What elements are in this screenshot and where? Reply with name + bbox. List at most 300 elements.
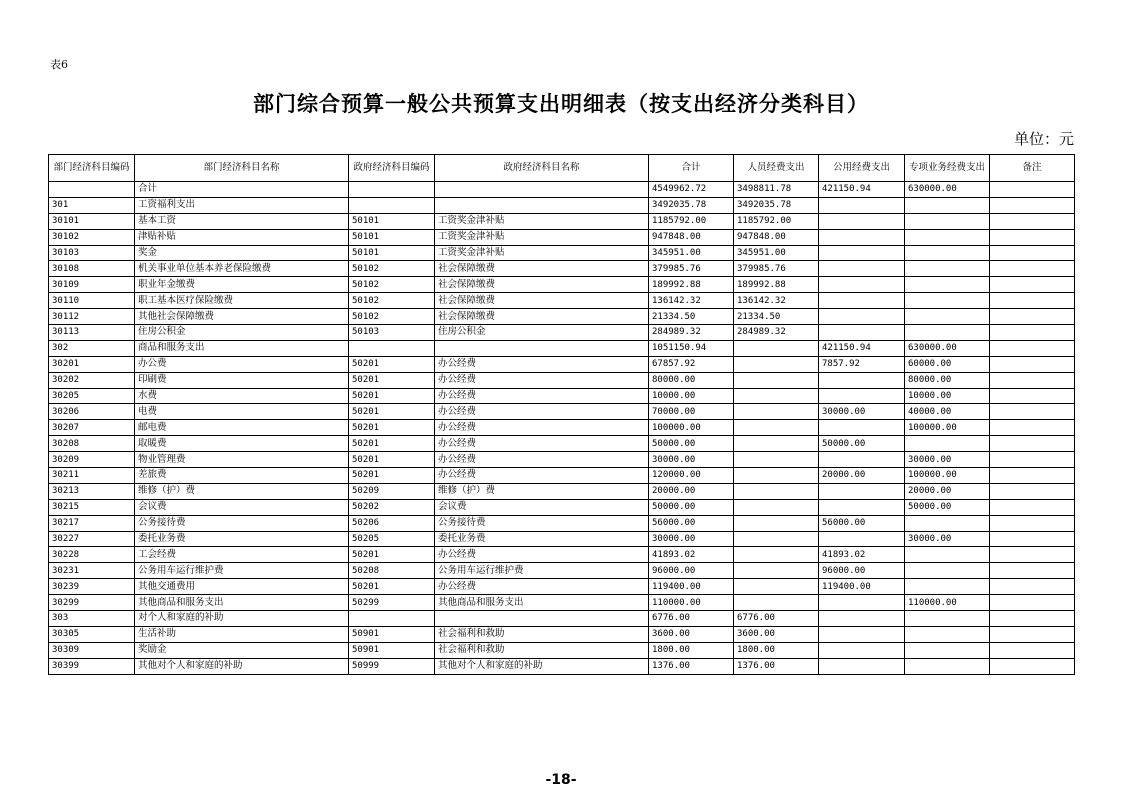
gov-code-cell: 50201 [349,547,435,563]
special-cell [905,277,990,293]
public-cell [819,325,905,341]
dept-name-cell: 工资福利支出 [135,197,349,213]
gov-name-cell: 委托业务费 [435,531,649,547]
table-row [49,340,1075,356]
public-cell: 96000.00 [819,563,905,579]
total-cell: 80000.00 [649,372,734,388]
table-row [49,563,1075,579]
dept-code-cell: 30207 [49,420,135,436]
public-cell: 50000.00 [819,436,905,452]
total-cell: 41893.02 [649,547,734,563]
note-cell [990,436,1075,452]
special-cell [905,642,990,658]
note-cell [990,420,1075,436]
personnel-cell [734,372,819,388]
special-cell: 630000.00 [905,182,990,198]
dept-code-cell: 30305 [49,626,135,642]
gov-code-cell: 50201 [349,579,435,595]
public-cell [819,642,905,658]
gov-code-cell: 50206 [349,515,435,531]
note-cell [990,325,1075,341]
note-cell [990,499,1075,515]
dept-name-cell: 物业管理费 [135,452,349,468]
public-cell [819,420,905,436]
table-row [49,547,1075,563]
table-row [49,420,1075,436]
gov-name-cell: 工资奖金津补贴 [435,245,649,261]
note-cell [990,579,1075,595]
gov-name-cell: 社会保障缴费 [435,309,649,325]
special-cell: 30000.00 [905,531,990,547]
header-special: 专项业务经费支出 [905,155,990,182]
header-public: 公用经费支出 [819,155,905,182]
dept-name-cell: 其他社会保障缴费 [135,309,349,325]
table-row [49,579,1075,595]
special-cell [905,579,990,595]
public-cell [819,626,905,642]
gov-name-cell: 办公经费 [435,452,649,468]
dept-name-cell: 住房公积金 [135,325,349,341]
table-row [49,245,1075,261]
table-row [49,531,1075,547]
public-cell [819,261,905,277]
header-row [49,155,1075,182]
table-number: 表6 [50,58,68,71]
personnel-cell: 345951.00 [734,245,819,261]
public-cell [819,293,905,309]
total-cell: 379985.76 [649,261,734,277]
total-cell: 100000.00 [649,420,734,436]
gov-code-cell: 50201 [349,468,435,484]
personnel-cell [734,515,819,531]
public-cell [819,499,905,515]
dept-name-cell: 公务接待费 [135,515,349,531]
dept-code-cell: 30205 [49,388,135,404]
gov-code-cell: 50209 [349,483,435,499]
table-row [49,404,1075,420]
personnel-cell [734,547,819,563]
personnel-cell [734,499,819,515]
public-cell [819,245,905,261]
total-cell: 96000.00 [649,563,734,579]
dept-code-cell: 302 [49,340,135,356]
note-cell [990,611,1075,627]
gov-code-cell: 50201 [349,356,435,372]
dept-name-cell: 对个人和家庭的补助 [135,611,349,627]
special-cell [905,436,990,452]
total-cell: 1051150.94 [649,340,734,356]
special-cell: 110000.00 [905,595,990,611]
dept-name-cell: 工会经费 [135,547,349,563]
note-cell [990,229,1075,245]
total-cell: 21334.50 [649,309,734,325]
note-cell [990,515,1075,531]
total-cell: 1376.00 [649,658,734,674]
table-body [49,182,1075,675]
total-cell: 136142.32 [649,293,734,309]
gov-code-cell: 50101 [349,229,435,245]
total-cell: 1800.00 [649,642,734,658]
gov-name-cell: 社会保障缴费 [435,277,649,293]
personnel-cell [734,563,819,579]
personnel-cell [734,595,819,611]
dept-name-cell: 生活补助 [135,626,349,642]
special-cell [905,611,990,627]
gov-name-cell: 办公经费 [435,579,649,595]
dept-code-cell: 30102 [49,229,135,245]
public-cell [819,388,905,404]
total-cell: 947848.00 [649,229,734,245]
gov-name-cell: 社会保障缴费 [435,261,649,277]
special-cell: 100000.00 [905,468,990,484]
gov-name-cell: 办公经费 [435,372,649,388]
gov-code-cell: 50102 [349,277,435,293]
total-cell: 3600.00 [649,626,734,642]
total-cell: 6776.00 [649,611,734,627]
dept-name-cell: 其他商品和服务支出 [135,595,349,611]
dept-code-cell: 30110 [49,293,135,309]
dept-code-cell: 30217 [49,515,135,531]
note-cell [990,277,1075,293]
dept-name-cell: 商品和服务支出 [135,340,349,356]
table-row [49,213,1075,229]
table-row [49,372,1075,388]
gov-code-cell: 50208 [349,563,435,579]
dept-code-cell: 30215 [49,499,135,515]
gov-code-cell: 50901 [349,626,435,642]
gov-name-cell [435,340,649,356]
dept-code-cell: 30227 [49,531,135,547]
dept-name-cell: 奖励金 [135,642,349,658]
table-row [49,309,1075,325]
total-cell: 4549962.72 [649,182,734,198]
table-row [49,356,1075,372]
special-cell [905,325,990,341]
table-row [49,452,1075,468]
gov-name-cell: 工资奖金津补贴 [435,213,649,229]
note-cell [990,531,1075,547]
table-row [49,293,1075,309]
dept-code-cell: 30231 [49,563,135,579]
total-cell: 67857.92 [649,356,734,372]
gov-name-cell: 社会福利和救助 [435,626,649,642]
gov-name-cell [435,611,649,627]
special-cell [905,658,990,674]
page-number: -18- [545,772,577,788]
special-cell: 30000.00 [905,452,990,468]
total-cell: 119400.00 [649,579,734,595]
note-cell [990,372,1075,388]
gov-code-cell: 50201 [349,420,435,436]
dept-name-cell: 差旅费 [135,468,349,484]
gov-code-cell: 50201 [349,388,435,404]
special-cell: 20000.00 [905,483,990,499]
table-row [49,483,1075,499]
budget-table [48,154,1075,675]
public-cell: 56000.00 [819,515,905,531]
note-cell [990,309,1075,325]
gov-code-cell: 50102 [349,309,435,325]
gov-name-cell: 公务接待费 [435,515,649,531]
note-cell [990,563,1075,579]
header-dept-code: 部门经济科目编码 [49,155,135,182]
table-row [49,468,1075,484]
special-cell: 40000.00 [905,404,990,420]
note-cell [990,483,1075,499]
note-cell [990,595,1075,611]
dept-code-cell: 30239 [49,579,135,595]
personnel-cell [734,531,819,547]
dept-code-cell: 30213 [49,483,135,499]
total-cell: 284989.32 [649,325,734,341]
gov-name-cell: 办公经费 [435,356,649,372]
public-cell: 41893.02 [819,547,905,563]
table-row [49,658,1075,674]
gov-code-cell [349,182,435,198]
gov-name-cell: 其他对个人和家庭的补助 [435,658,649,674]
personnel-cell [734,420,819,436]
dept-name-cell: 职工基本医疗保险缴费 [135,293,349,309]
gov-code-cell: 50103 [349,325,435,341]
personnel-cell [734,436,819,452]
table-row [49,515,1075,531]
note-cell [990,388,1075,404]
dept-name-cell: 机关事业单位基本养老保险缴费 [135,261,349,277]
public-cell [819,372,905,388]
personnel-cell: 3492035.78 [734,197,819,213]
special-cell: 80000.00 [905,372,990,388]
personnel-cell: 6776.00 [734,611,819,627]
dept-code-cell: 30101 [49,213,135,229]
gov-code-cell: 50201 [349,452,435,468]
gov-code-cell: 50299 [349,595,435,611]
public-cell [819,531,905,547]
dept-name-cell: 津贴补贴 [135,229,349,245]
gov-code-cell: 50101 [349,213,435,229]
page-title: 部门综合预算一般公共预算支出明细表（按支出经济分类科目） [253,92,869,116]
personnel-cell: 1800.00 [734,642,819,658]
gov-code-cell: 50202 [349,499,435,515]
gov-name-cell: 住房公积金 [435,325,649,341]
dept-code-cell: 301 [49,197,135,213]
dept-name-cell: 取暖费 [135,436,349,452]
personnel-cell: 379985.76 [734,261,819,277]
dept-name-cell: 奖金 [135,245,349,261]
header-note: 备注 [990,155,1075,182]
public-cell: 7857.92 [819,356,905,372]
personnel-cell [734,483,819,499]
public-cell: 20000.00 [819,468,905,484]
special-cell [905,245,990,261]
public-cell [819,658,905,674]
table-row [49,182,1075,198]
public-cell [819,452,905,468]
special-cell: 630000.00 [905,340,990,356]
note-cell [990,197,1075,213]
special-cell [905,261,990,277]
dept-code-cell: 30201 [49,356,135,372]
total-cell: 30000.00 [649,452,734,468]
personnel-cell: 189992.88 [734,277,819,293]
special-cell [905,293,990,309]
dept-name-cell: 邮电费 [135,420,349,436]
special-cell: 60000.00 [905,356,990,372]
table-row [49,499,1075,515]
gov-code-cell [349,611,435,627]
dept-name-cell: 其他对个人和家庭的补助 [135,658,349,674]
table-row [49,642,1075,658]
dept-code-cell: 30109 [49,277,135,293]
special-cell [905,229,990,245]
special-cell [905,197,990,213]
public-cell: 119400.00 [819,579,905,595]
table-row [49,611,1075,627]
total-cell: 1185792.00 [649,213,734,229]
personnel-cell [734,356,819,372]
total-cell: 50000.00 [649,499,734,515]
total-cell: 3492035.78 [649,197,734,213]
gov-code-cell: 50901 [349,642,435,658]
gov-code-cell: 50205 [349,531,435,547]
public-cell: 421150.94 [819,340,905,356]
gov-name-cell: 办公经费 [435,388,649,404]
special-cell [905,515,990,531]
personnel-cell [734,452,819,468]
personnel-cell: 3498811.78 [734,182,819,198]
dept-name-cell: 委托业务费 [135,531,349,547]
dept-code-cell: 30113 [49,325,135,341]
dept-name-cell: 公务用车运行维护费 [135,563,349,579]
total-cell: 345951.00 [649,245,734,261]
total-cell: 10000.00 [649,388,734,404]
note-cell [990,404,1075,420]
note-cell [990,452,1075,468]
personnel-cell: 1376.00 [734,658,819,674]
personnel-cell: 284989.32 [734,325,819,341]
total-cell: 50000.00 [649,436,734,452]
note-cell [990,658,1075,674]
special-cell [905,309,990,325]
header-gov-code: 政府经济科目编码 [349,155,435,182]
special-cell [905,547,990,563]
personnel-cell: 21334.50 [734,309,819,325]
dept-name-cell: 维修（护）费 [135,483,349,499]
note-cell [990,182,1075,198]
special-cell: 10000.00 [905,388,990,404]
public-cell: 421150.94 [819,182,905,198]
table-row [49,626,1075,642]
note-cell [990,340,1075,356]
dept-code-cell: 30202 [49,372,135,388]
note-cell [990,293,1075,309]
table-row [49,325,1075,341]
gov-name-cell: 维修（护）费 [435,483,649,499]
dept-code-cell [49,182,135,198]
note-cell [990,626,1075,642]
gov-code-cell: 50102 [349,261,435,277]
dept-code-cell: 30309 [49,642,135,658]
note-cell [990,261,1075,277]
dept-code-cell: 30228 [49,547,135,563]
dept-code-cell: 303 [49,611,135,627]
note-cell [990,245,1075,261]
gov-code-cell [349,340,435,356]
dept-code-cell: 30108 [49,261,135,277]
dept-name-cell: 电费 [135,404,349,420]
gov-code-cell: 50201 [349,404,435,420]
note-cell [990,356,1075,372]
total-cell: 30000.00 [649,531,734,547]
header-total: 合计 [649,155,734,182]
public-cell [819,213,905,229]
special-cell [905,563,990,579]
note-cell [990,547,1075,563]
public-cell [819,595,905,611]
header-dept-name: 部门经济科目名称 [135,155,349,182]
note-cell [990,468,1075,484]
table-row [49,277,1075,293]
personnel-cell: 136142.32 [734,293,819,309]
public-cell [819,483,905,499]
personnel-cell [734,404,819,420]
special-cell [905,213,990,229]
gov-name-cell: 社会保障缴费 [435,293,649,309]
gov-name-cell: 公务用车运行维护费 [435,563,649,579]
public-cell [819,277,905,293]
gov-name-cell: 工资奖金津补贴 [435,229,649,245]
header-personnel: 人员经费支出 [734,155,819,182]
public-cell [819,611,905,627]
gov-name-cell [435,197,649,213]
table-row [49,261,1075,277]
gov-code-cell: 50102 [349,293,435,309]
public-cell: 30000.00 [819,404,905,420]
special-cell: 50000.00 [905,499,990,515]
gov-name-cell: 办公经费 [435,404,649,420]
personnel-cell [734,468,819,484]
total-cell: 20000.00 [649,483,734,499]
special-cell: 100000.00 [905,420,990,436]
total-cell: 120000.00 [649,468,734,484]
personnel-cell: 3600.00 [734,626,819,642]
gov-name-cell: 会议费 [435,499,649,515]
dept-code-cell: 30209 [49,452,135,468]
dept-name-cell: 会议费 [135,499,349,515]
dept-name-cell: 合计 [135,182,349,198]
dept-name-cell: 职业年金缴费 [135,277,349,293]
gov-name-cell: 办公经费 [435,468,649,484]
dept-code-cell: 30211 [49,468,135,484]
table-row [49,595,1075,611]
dept-code-cell: 30299 [49,595,135,611]
table-row [49,229,1075,245]
dept-name-cell: 其他交通费用 [135,579,349,595]
total-cell: 70000.00 [649,404,734,420]
dept-name-cell: 水费 [135,388,349,404]
note-cell [990,642,1075,658]
dept-name-cell: 印刷费 [135,372,349,388]
dept-code-cell: 30103 [49,245,135,261]
public-cell [819,309,905,325]
gov-name-cell [435,182,649,198]
table-row [49,388,1075,404]
dept-code-cell: 30208 [49,436,135,452]
total-cell: 110000.00 [649,595,734,611]
gov-name-cell: 办公经费 [435,436,649,452]
table-row [49,197,1075,213]
personnel-cell [734,579,819,595]
dept-code-cell: 30399 [49,658,135,674]
